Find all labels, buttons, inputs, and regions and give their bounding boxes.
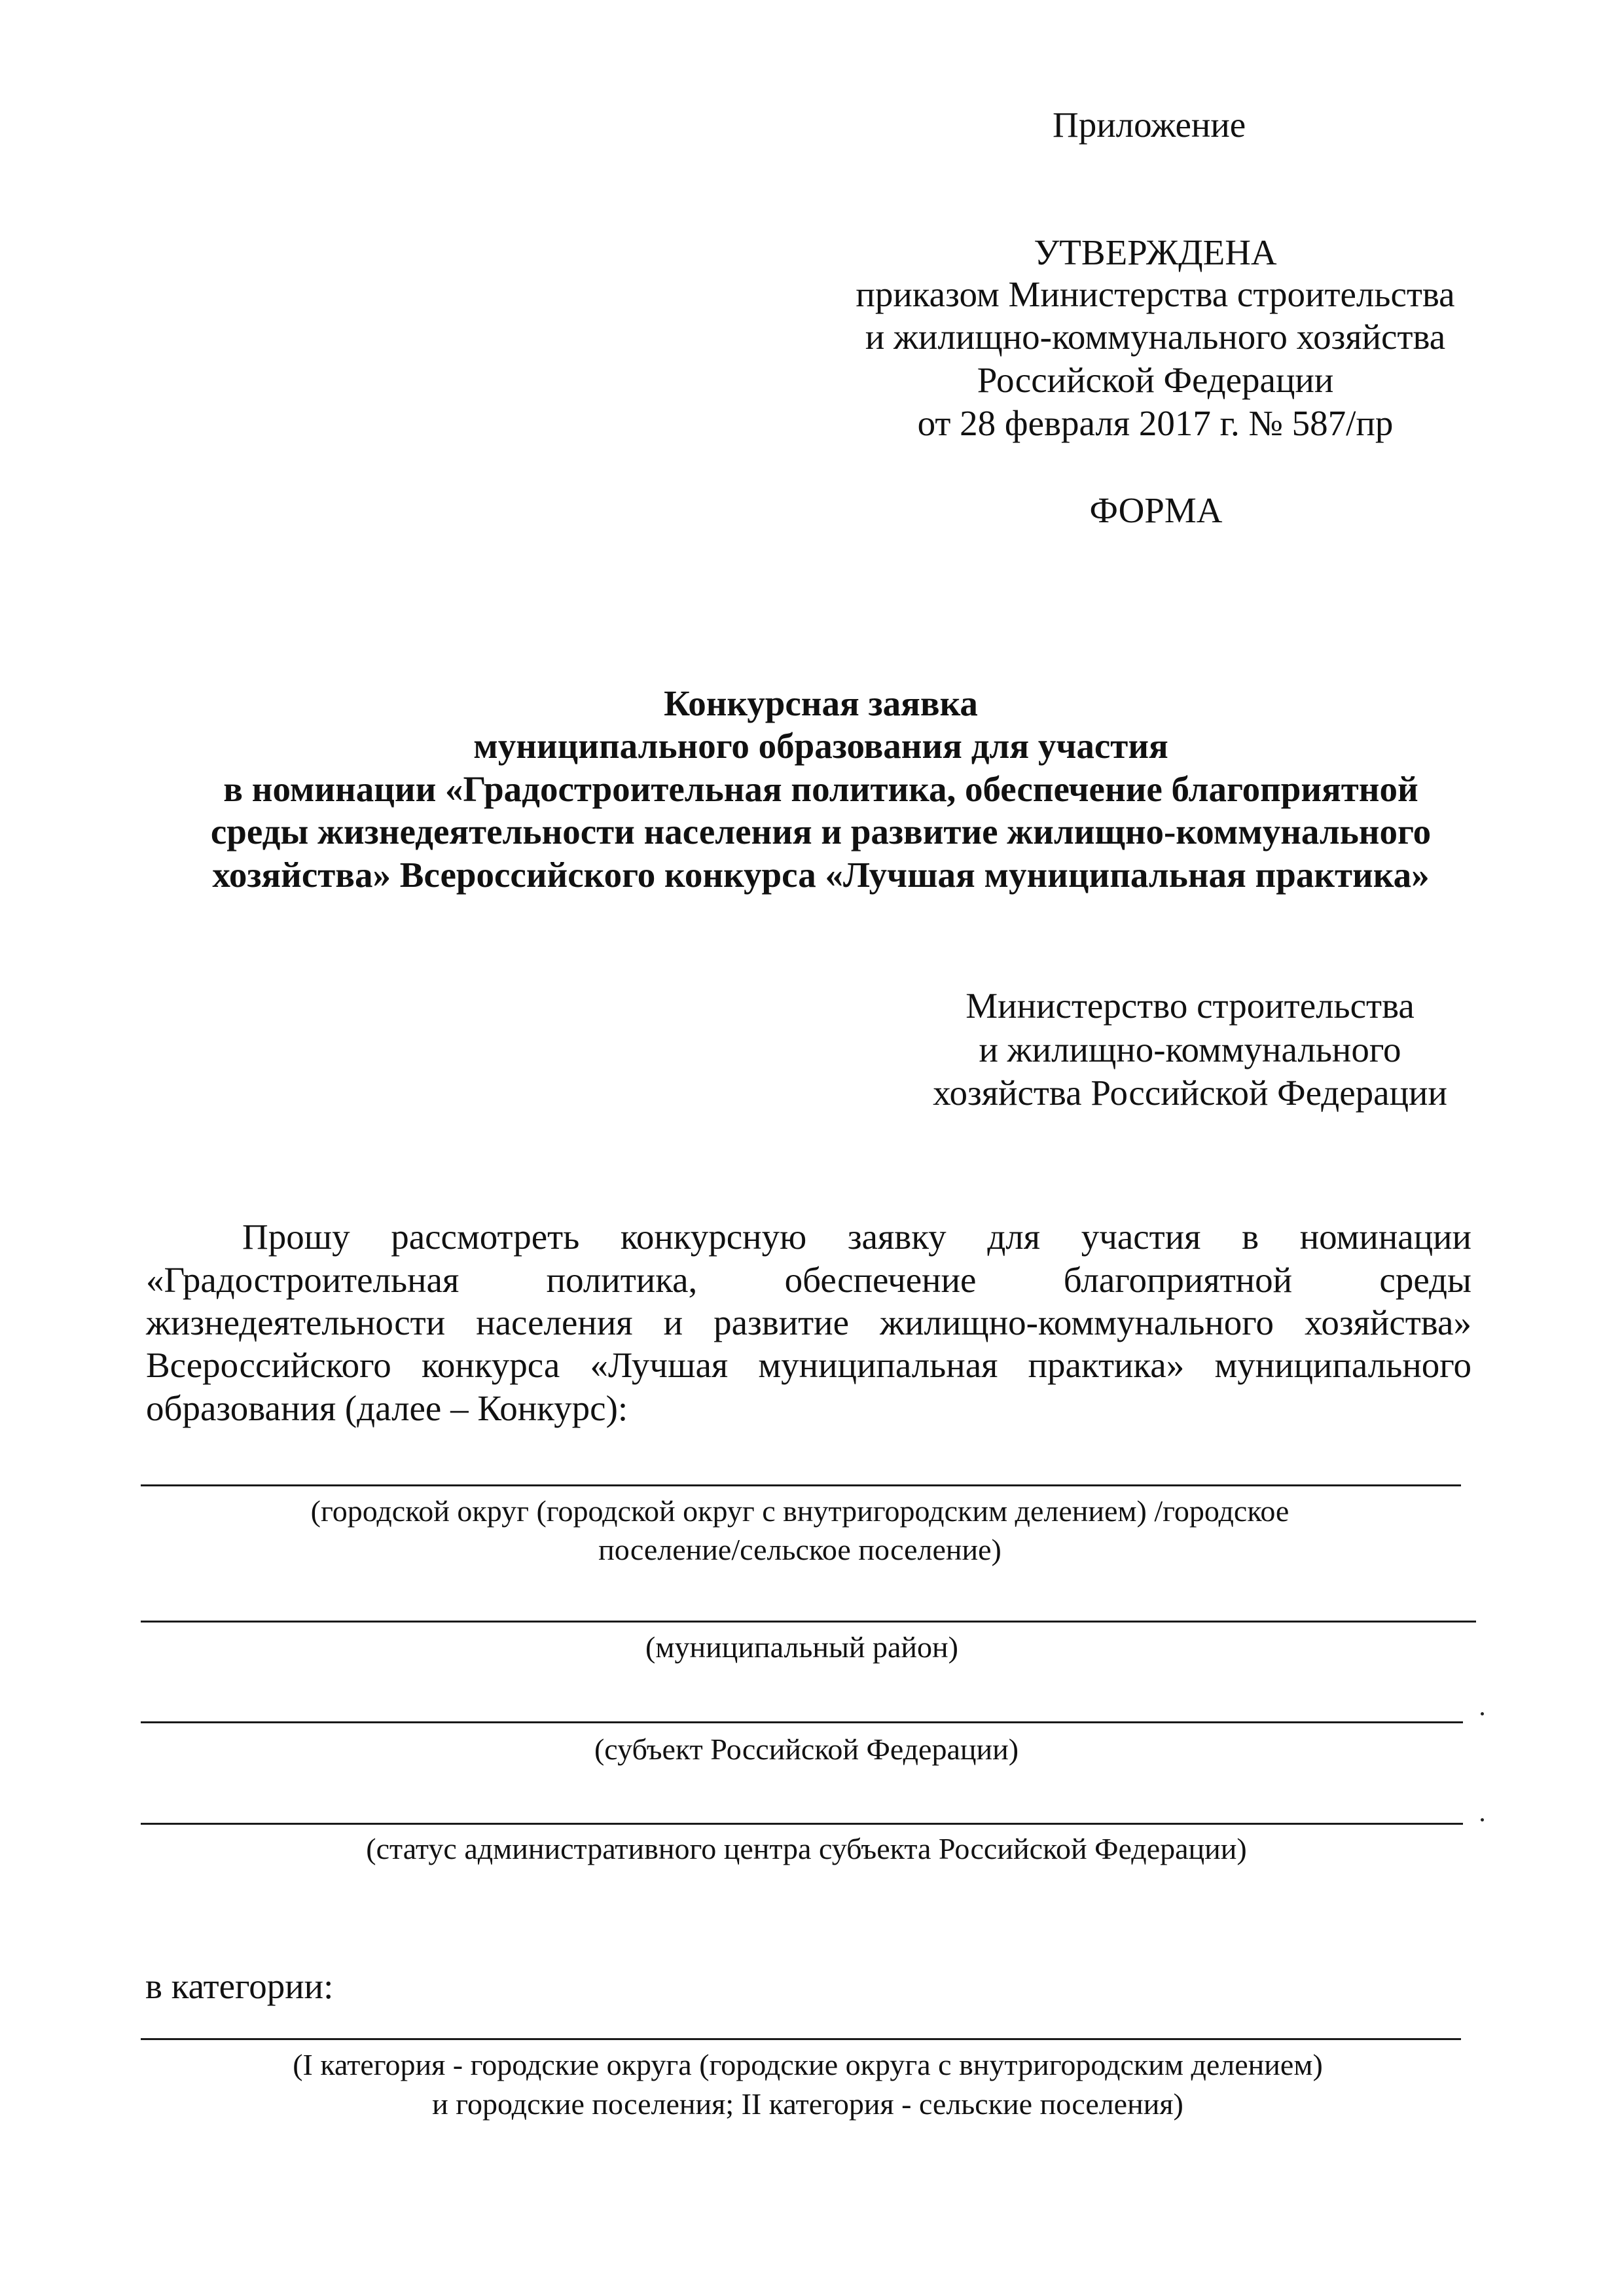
body-word: «Градостроительная <box>146 1260 460 1300</box>
subject-caption: (субъект Российской Федерации) <box>594 1732 1019 1766</box>
margin-dot <box>1481 1712 1484 1715</box>
body-word: «Лучшая <box>590 1345 729 1385</box>
body-word: жилищно-коммунального <box>880 1302 1274 1342</box>
body-word: муниципальная <box>758 1345 998 1385</box>
order-line-3: Российской Федерации <box>977 360 1334 400</box>
title-line-1: Конкурсная заявка <box>664 683 978 723</box>
body-word: хозяйства» <box>1305 1302 1471 1342</box>
category-caption-1: (I категория - городские округа (городские округа с внутригородским делением) <box>293 2048 1323 2081</box>
title-line-3: в номинации «Градостроительная политика, обеспечение благоприятной <box>223 769 1418 809</box>
order-line-2: и жилищно-коммунального хозяйства <box>865 317 1446 357</box>
body-line-1 <box>242 1219 1471 1255</box>
body-word: населения <box>476 1302 633 1342</box>
body-word: развитие <box>713 1302 850 1342</box>
body-word: жизнедеятельности <box>146 1302 446 1342</box>
title-line-5: хозяйства» Всероссийского конкурса «Лучшая муниципальная практика» <box>212 855 1430 895</box>
municipality-type-caption-1: (городской округ (городской округ с внутригородским делением) /городское <box>310 1494 1290 1528</box>
addressee-line-1: Министерство строительства <box>965 986 1415 1026</box>
body-word: Прошу <box>242 1217 350 1257</box>
body-word: заявку <box>847 1217 947 1257</box>
order-line-4: от 28 февраля 2017 г. № 587/пр <box>917 403 1394 443</box>
form-label: ФОРМА <box>1089 490 1223 530</box>
margin-dot <box>1481 1818 1484 1821</box>
body-line-4 <box>146 1347 1471 1383</box>
body-word: конкурса <box>421 1345 560 1385</box>
municipality-type-caption-2: поселение/сельское поселение) <box>598 1533 1001 1566</box>
body-word: в <box>1242 1217 1259 1257</box>
admin-center-input-line[interactable] <box>141 1823 1463 1825</box>
body-word: и <box>663 1302 683 1342</box>
category-caption-2: и городские поселения; II категория - сельские поселения) <box>432 2087 1183 2121</box>
municipality-type-input-line[interactable] <box>141 1484 1461 1486</box>
body-word: практика» <box>1028 1345 1185 1385</box>
appendix-label: Приложение <box>1053 105 1246 145</box>
addressee-line-3: хозяйства Российской Федерации <box>933 1073 1447 1113</box>
district-input-line[interactable] <box>141 1621 1476 1623</box>
body-word: среды <box>1379 1260 1471 1300</box>
approved-label: УТВЕРЖДЕНА <box>1034 232 1277 272</box>
body-word: рассмотреть <box>391 1217 580 1257</box>
body-word: Всероссийского <box>146 1345 391 1385</box>
body-word: благоприятной <box>1063 1260 1293 1300</box>
body-word: для <box>987 1217 1041 1257</box>
body-word: участия <box>1081 1217 1201 1257</box>
body-word: номинации <box>1299 1217 1471 1257</box>
body-word: политика, <box>546 1260 698 1300</box>
category-label: в категории: <box>145 1966 334 2006</box>
body-word: обеспечение <box>784 1260 977 1300</box>
district-caption: (муниципальный район) <box>645 1630 958 1664</box>
subject-input-line[interactable] <box>141 1721 1463 1723</box>
body-line-2 <box>146 1262 1471 1298</box>
category-input-line[interactable] <box>141 2038 1461 2040</box>
addressee-line-2: и жилищно-коммунального <box>979 1030 1401 1069</box>
body-line-3 <box>146 1304 1471 1340</box>
title-line-2: муниципального образования для участия <box>473 726 1168 766</box>
body-line-5: образования (далее – Конкурс): <box>146 1388 628 1428</box>
body-word: конкурсную <box>620 1217 807 1257</box>
title-line-4: среды жизнедеятельности населения и развитие жилищно-коммунального <box>210 812 1432 852</box>
admin-center-caption: (статус административного центра субъекта Российской Федерации) <box>366 1832 1247 1865</box>
order-line-1: приказом Министерства строительства <box>856 274 1455 314</box>
body-word: муниципального <box>1214 1345 1471 1385</box>
